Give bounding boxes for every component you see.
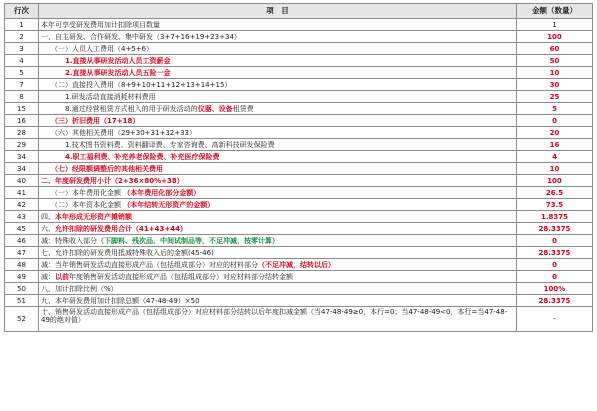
table-row bbox=[5, 271, 593, 283]
row-amount: - bbox=[517, 307, 593, 332]
row-amount: 60 bbox=[517, 43, 593, 55]
item-text-segment: （一）本年费用化金额 bbox=[51, 188, 124, 197]
row-number: 4 bbox=[5, 55, 39, 67]
row-number: 42 bbox=[5, 199, 39, 211]
row-amount: 100 bbox=[517, 175, 593, 187]
row-amount: 25 bbox=[517, 91, 593, 103]
row-number: 43 bbox=[5, 211, 39, 223]
item-text-segment: （二）直接投入费用（8+9+10+11+12+13+14+15） bbox=[51, 80, 232, 89]
row-number: 51 bbox=[5, 295, 39, 307]
row-amount: 28.3375 bbox=[517, 223, 593, 235]
row-number: 49 bbox=[5, 271, 39, 283]
row-number: 16 bbox=[5, 115, 39, 127]
row-item bbox=[39, 43, 517, 55]
row-amount: 100% bbox=[517, 283, 593, 295]
row-number: 48 bbox=[5, 259, 39, 271]
item-text-segment: 1.直接从事研发活动人员工资薪金 bbox=[65, 56, 171, 65]
row-number: 3 bbox=[5, 43, 39, 55]
item-text-segment: 七、允许扣除的研发费用抵减特殊收入后的金额(45-46) bbox=[41, 248, 214, 257]
table-row bbox=[5, 175, 593, 187]
row-amount: 100 bbox=[517, 31, 593, 43]
item-text-segment: （本年结转无形资产的金额） bbox=[123, 200, 215, 209]
table-row bbox=[5, 151, 593, 163]
row-number: 40 bbox=[5, 175, 39, 187]
item-text-segment: （六）其他相关费用（29+30+31+32+33） bbox=[51, 128, 196, 137]
row-number: 28 bbox=[5, 127, 39, 139]
row-item bbox=[39, 115, 517, 127]
row-item bbox=[39, 79, 517, 91]
item-text-segment: （三）折旧费用（17+18） bbox=[51, 116, 140, 125]
row-number: 34 bbox=[5, 151, 39, 163]
row-amount: 1.8375 bbox=[517, 211, 593, 223]
row-amount: 1 bbox=[517, 19, 593, 31]
item-text-segment: 本年可享受研发费用加计扣除项目数量 bbox=[41, 20, 160, 29]
row-number: 2 bbox=[5, 31, 39, 43]
table-row bbox=[5, 199, 593, 211]
row-number: 8 bbox=[5, 91, 39, 103]
table-row bbox=[5, 91, 593, 103]
row-amount: 0 bbox=[517, 259, 593, 271]
table-row bbox=[5, 163, 593, 175]
rd-deduction-table bbox=[4, 3, 593, 332]
table-row bbox=[5, 67, 593, 79]
row-item bbox=[39, 271, 517, 283]
row-amount: 16 bbox=[517, 139, 593, 151]
row-number: 46 bbox=[5, 235, 39, 247]
item-text-segment: （不足冲减，结转以后） bbox=[258, 260, 335, 269]
table-row bbox=[5, 295, 593, 307]
row-amount: 0 bbox=[517, 235, 593, 247]
row-amount: 4 bbox=[517, 151, 593, 163]
row-item bbox=[39, 295, 517, 307]
row-amount: 10 bbox=[517, 67, 593, 79]
row-item bbox=[39, 31, 517, 43]
table-row bbox=[5, 235, 593, 247]
header-item: 项 目 bbox=[39, 4, 517, 19]
row-item bbox=[39, 283, 517, 295]
table-row bbox=[5, 187, 593, 199]
row-item bbox=[39, 139, 517, 151]
table-row bbox=[5, 115, 593, 127]
item-text-segment: 二、年度研发费用小计（2+36×80%+38） bbox=[41, 176, 184, 185]
row-item bbox=[39, 127, 517, 139]
row-amount: 20 bbox=[517, 127, 593, 139]
item-text-segment: 4.职工福利费、补充养老保险费、补充医疗保险费 bbox=[65, 152, 220, 161]
row-amount: 0 bbox=[517, 271, 593, 283]
row-item bbox=[39, 103, 517, 115]
row-item bbox=[39, 19, 517, 31]
item-text-segment: （七）经限额调整后的其他相关费用 bbox=[51, 164, 163, 173]
table-row bbox=[5, 211, 593, 223]
row-number: 45 bbox=[5, 223, 39, 235]
item-text-segment: 租赁费 bbox=[232, 104, 254, 113]
item-text-segment: 减： bbox=[41, 272, 55, 281]
row-item bbox=[39, 235, 517, 247]
table-row bbox=[5, 139, 593, 151]
table-row bbox=[5, 103, 593, 115]
item-text-segment: （一）人员人工费用（4+5+6） bbox=[51, 44, 154, 53]
header-row-number: 行次 bbox=[5, 4, 39, 19]
table-header-row bbox=[5, 4, 593, 19]
table-row bbox=[5, 307, 593, 332]
item-text-segment: 1.技术图书资料费、资料翻译费、专家咨询费、高新科技研发保险费 bbox=[65, 140, 275, 149]
row-number: 15 bbox=[5, 103, 39, 115]
row-amount: 50 bbox=[517, 55, 593, 67]
item-text-segment: 十、销售研发活动直接形成产品（包括组成部分）对应材料部分结转以后年度扣减金额（当47-48-49≥0，本行=0；当47-48-49<0，本行=当47-48-49的绝对值） bbox=[41, 308, 508, 324]
row-number: 5 bbox=[5, 67, 39, 79]
row-number: 50 bbox=[5, 283, 39, 295]
table-row bbox=[5, 283, 593, 295]
row-amount: 30 bbox=[517, 79, 593, 91]
table-row bbox=[5, 55, 593, 67]
item-text-segment: 8.通过经营租赁方式租入的用于研发活动的 bbox=[65, 104, 198, 113]
item-text-segment: 以前 bbox=[55, 272, 69, 281]
item-text-segment: 一、自主研发、合作研发、集中研发（3+7+16+19+23+34） bbox=[41, 32, 241, 41]
item-text-segment: 减：当年销售研发活动直接形成产品（包括组成部分）对应的材料部分 bbox=[41, 260, 258, 269]
table-row bbox=[5, 223, 593, 235]
row-item bbox=[39, 67, 517, 79]
item-text-segment: （本年费用化部分金额） bbox=[123, 188, 201, 197]
item-text-segment: 减：特殊收入部分 bbox=[41, 236, 97, 245]
item-text-segment: 本年形成无形资产摊销额 bbox=[55, 212, 132, 221]
row-item bbox=[39, 175, 517, 187]
row-amount: 73.5 bbox=[517, 199, 593, 211]
row-item bbox=[39, 187, 517, 199]
row-amount: 5 bbox=[517, 103, 593, 115]
item-text-segment: 四、 bbox=[41, 212, 55, 221]
table-row bbox=[5, 259, 593, 271]
table-row bbox=[5, 247, 593, 259]
row-number: 29 bbox=[5, 139, 39, 151]
table-row bbox=[5, 31, 593, 43]
table-row bbox=[5, 79, 593, 91]
row-number: 7 bbox=[5, 79, 39, 91]
item-text-segment: 允许扣除的研发费用合计（41+43+44） bbox=[55, 224, 187, 233]
item-text-segment: （下脚料、残次品、中间试制品等，不足冲减，按零计算） bbox=[97, 236, 279, 245]
row-amount: 28.3375 bbox=[517, 295, 593, 307]
row-item bbox=[39, 55, 517, 67]
item-text-segment: 八、加计扣除比例（%） bbox=[41, 284, 118, 293]
row-item bbox=[39, 211, 517, 223]
item-text-segment: 九、本年研发费用加计扣除总额（47-48-49）×50 bbox=[41, 296, 200, 305]
row-item bbox=[39, 151, 517, 163]
item-text-segment: （二）本年资本化金额 bbox=[51, 200, 124, 209]
row-number: 41 bbox=[5, 187, 39, 199]
row-number: 52 bbox=[5, 307, 39, 332]
row-amount: 10 bbox=[517, 163, 593, 175]
item-text-segment: 年度销售研发活动直接形成产品（包括组成部分）对应材料部分结转金额 bbox=[69, 272, 293, 281]
row-amount: 28.3375 bbox=[517, 247, 593, 259]
row-number: 1 bbox=[5, 19, 39, 31]
item-text-segment: 2.直接从事研发活动人员五险一金 bbox=[65, 68, 171, 77]
table-row bbox=[5, 19, 593, 31]
row-amount: 0 bbox=[517, 115, 593, 127]
row-item bbox=[39, 91, 517, 103]
table-row bbox=[5, 43, 593, 55]
row-number: 47 bbox=[5, 247, 39, 259]
row-number: 34 bbox=[5, 163, 39, 175]
row-amount: 26.5 bbox=[517, 187, 593, 199]
row-item bbox=[39, 163, 517, 175]
item-text-segment: 1.研发活动直接消耗材料费用 bbox=[65, 92, 156, 101]
item-text-segment: 仪器、设备 bbox=[197, 104, 233, 113]
header-amount: 金额（数量） bbox=[517, 4, 593, 19]
row-item bbox=[39, 247, 517, 259]
item-text-segment: 六、 bbox=[41, 224, 55, 233]
row-item bbox=[39, 199, 517, 211]
row-item bbox=[39, 223, 517, 235]
row-item bbox=[39, 259, 517, 271]
table-body bbox=[5, 19, 593, 332]
deduction-table-container bbox=[4, 3, 593, 332]
row-item bbox=[39, 307, 517, 332]
table-row bbox=[5, 127, 593, 139]
